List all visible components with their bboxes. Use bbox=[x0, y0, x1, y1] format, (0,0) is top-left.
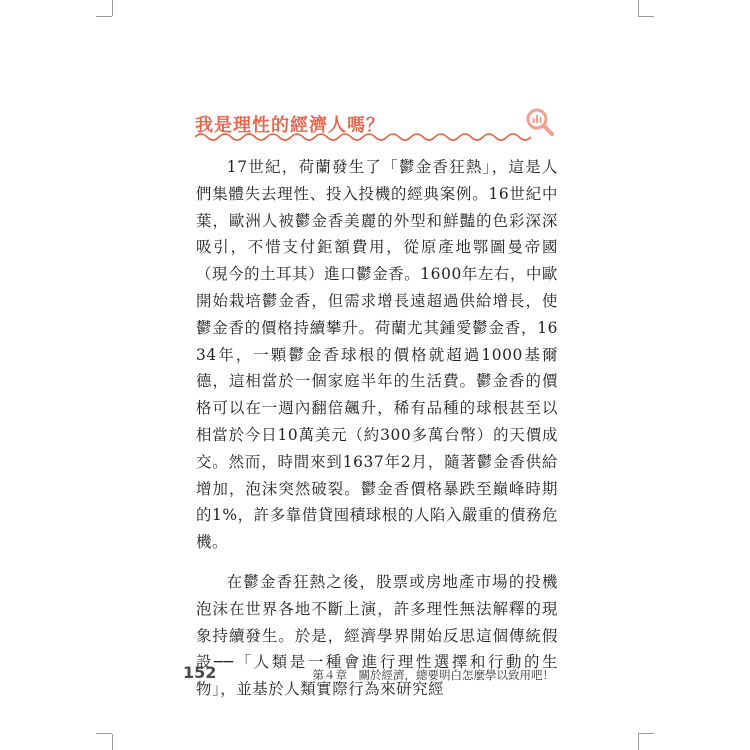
paragraph: 在鬱金香狂熱之後，股票或房地產市場的投機泡沫在世界各地不斷上演，許多理性無法解釋的現象持續發生。於是，經濟學界開始反思這個傳統假設──「人類是一種會進行理性選擇和行動的生物」，並基於人類實際行為來研究經 bbox=[196, 572, 558, 699]
magnifier-chart-icon bbox=[525, 107, 555, 137]
crop-mark bbox=[638, 0, 639, 16]
heading-title: 我是理性的經濟人嗎？ bbox=[195, 115, 385, 136]
crop-mark bbox=[638, 16, 654, 17]
section-heading bbox=[195, 107, 557, 147]
crop-mark bbox=[96, 16, 112, 17]
crop-mark bbox=[638, 734, 639, 750]
page-number: 152 bbox=[183, 663, 217, 682]
paragraph: 17世紀，荷蘭發生了「鬱金香狂熱」，這是人們集體失去理性、投入投機的經典案例。16世紀中葉，歐洲人被鬱金香美麗的外型和鮮豔的色彩深深吸引，不惜支付鉅額費用，從原產地鄂圖曼帝國（現今的土耳其）進口鬱金香。1600年左右，中歐開始栽培鬱金香，但需求增長遠超過供給增長，使鬱金香的價格持續攀升。荷蘭尤其鍾愛鬱金香，1634年，一顆鬱金香球根的價格就超過1000基爾德，這相當於一個家庭半年的生活費。鬱金香的價格可以在一週內翻倍飆升，稀有品種的球根甚至以相當於今日10萬美元（約300多萬台幣）的天價成交。然而，時間來到1637年2月，隨著鬱金香供給增加，泡沫突然破裂。鬱金香價格暴跌至巔峰時期的1%，許多靠借貸囤積球根的人陷入嚴重的債務危機。 bbox=[196, 158, 558, 552]
crop-mark bbox=[96, 733, 112, 734]
crop-mark bbox=[112, 0, 113, 16]
crop-mark bbox=[112, 734, 113, 750]
crop-mark bbox=[638, 733, 654, 734]
article-body bbox=[196, 154, 558, 716]
heading-wave-underline bbox=[195, 131, 531, 143]
running-head: 第４章 關於經濟，總要明白怎麼學以致用吧！ bbox=[312, 668, 554, 682]
